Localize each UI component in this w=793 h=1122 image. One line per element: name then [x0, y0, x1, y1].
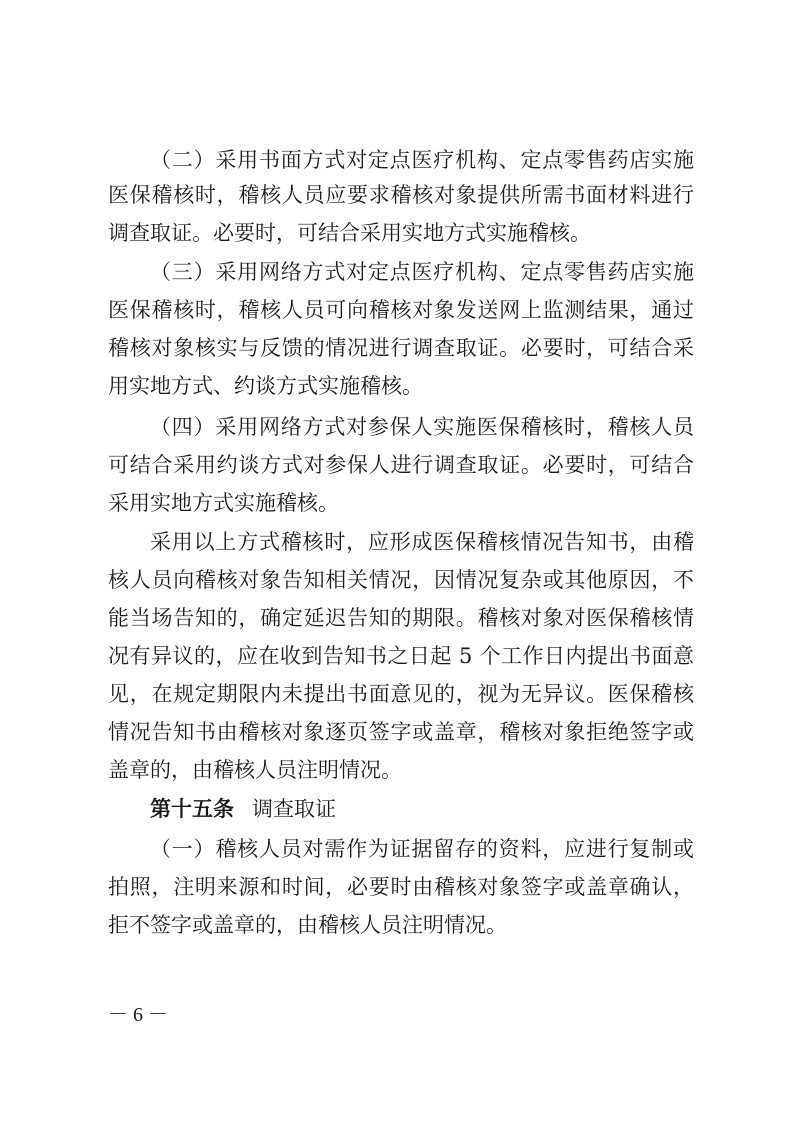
text-line: 情况告知书由稽核对象逐页签字或盖章，稽核对象拒绝签字或 — [108, 720, 694, 744]
article-heading — [150, 795, 336, 823]
article-title: 调查取证 — [252, 797, 336, 821]
text-line: 调查取证。必要时，可结合采用实地方式实施稽核。 — [108, 221, 591, 245]
text-line: 医保稽核时，稽核人员可向稽核对象发送网上监测结果，通过 — [108, 298, 694, 322]
text-line: （三）采用网络方式对定点医疗机构、定点零售药店实施 — [150, 260, 694, 284]
text-line: 况有异议的，应在收到告知书之日起 5 个工作日内提出书面意 — [108, 644, 694, 668]
text-line: 核人员向稽核对象告知相关情况，因情况复杂或其他原因，不 — [108, 568, 694, 592]
text-line: 采用实地方式实施稽核。 — [108, 491, 339, 515]
text-line: 可结合采用约谈方式对参保人进行调查取证。必要时，可结合 — [108, 453, 694, 477]
article-number: 第十五条 — [150, 797, 234, 821]
text-line: 采用以上方式稽核时，应形成医保稽核情况告知书，由稽 — [150, 530, 694, 554]
text-line: 用实地方式、约谈方式实施稽核。 — [108, 374, 423, 398]
text-line: 能当场告知的，确定延迟告知的期限。稽核对象对医保稽核情 — [108, 606, 694, 630]
text-line: （二）采用书面方式对定点医疗机构、定点零售药店实施 — [150, 148, 694, 172]
text-line: 盖章的，由稽核人员注明情况。 — [108, 758, 402, 782]
page-number: － 6 － — [108, 1004, 168, 1026]
text-line: 拍照，注明来源和时间，必要时由稽核对象签字或盖章确认， — [108, 875, 694, 899]
text-line: 拒不签字或盖章的，由稽核人员注明情况。 — [108, 913, 507, 937]
text-line: 见，在规定期限内未提出书面意见的，视为无异议。医保稽核 — [108, 682, 694, 706]
text-line: （四）采用网络方式对参保人实施医保稽核时，稽核人员 — [150, 415, 694, 439]
text-line: 医保稽核时，稽核人员应要求稽核对象提供所需书面材料进行 — [108, 183, 694, 207]
text-line: 稽核对象核实与反馈的情况进行调查取证。必要时，可结合采 — [108, 336, 694, 360]
text-line: （一）稽核人员对需作为证据留存的资料，应进行复制或 — [150, 837, 694, 861]
